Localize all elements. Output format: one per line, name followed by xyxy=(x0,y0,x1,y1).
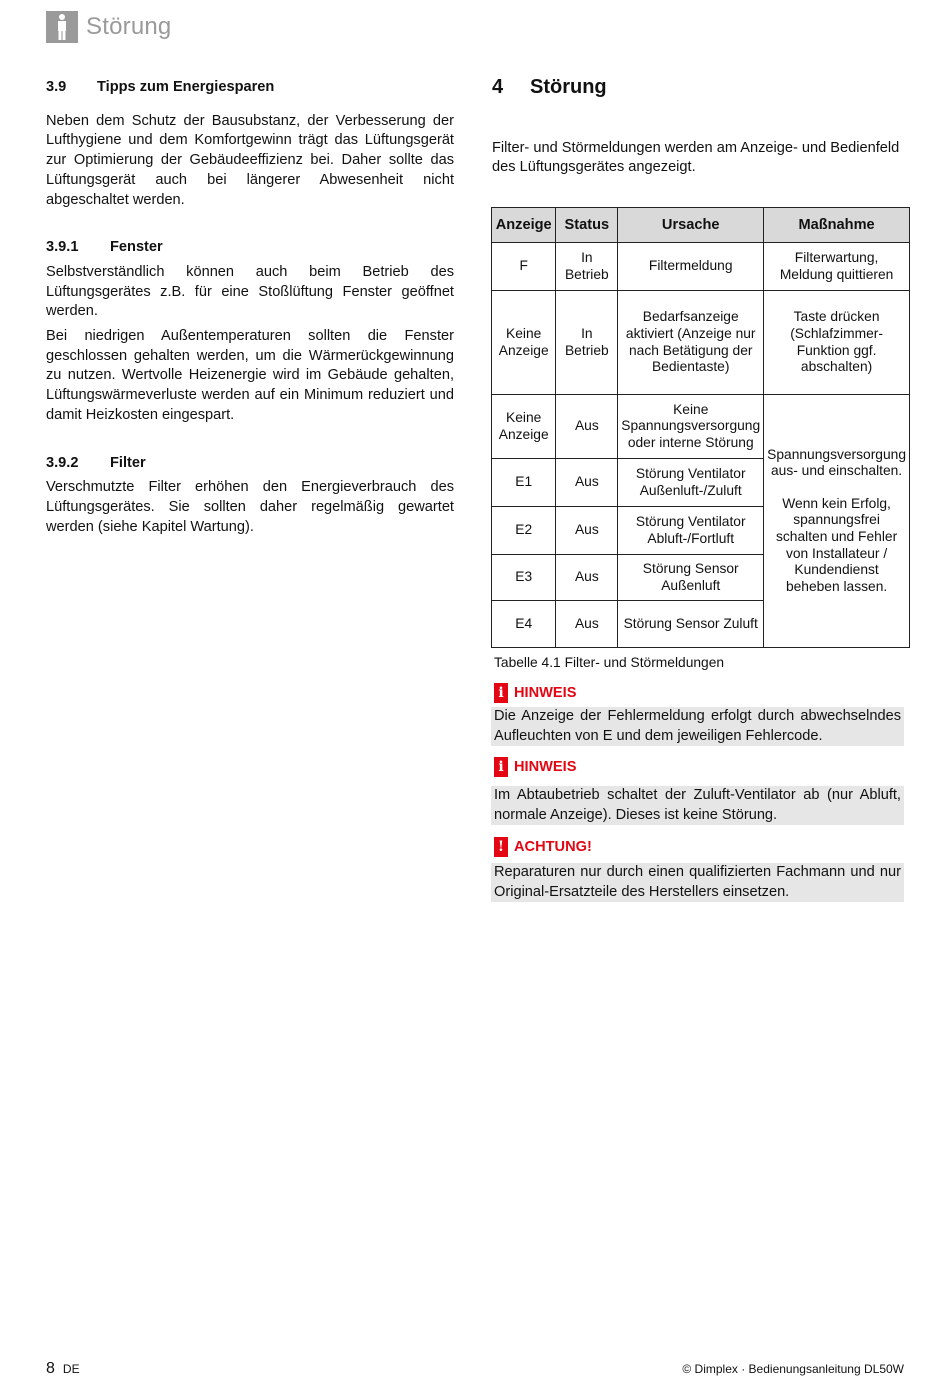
right-column xyxy=(492,78,910,178)
paragraph: Neben dem Schutz der Bausubstanz, der Verbesserung der Lufthygiene und dem Komfortgewinn trägt das Lüftungsgerät zur Optimierung der Gebäudeeffizienz bei. Daher sollte das Lüftungsgerät auch bei längerer Abwesenheit nicht abgeschaltet werden. xyxy=(46,112,454,208)
header-cell: Anzeige xyxy=(492,208,556,243)
notice-label: HINWEIS xyxy=(514,759,577,775)
notice-text: Im Abtaubetrieb schaltet der Zuluft-Ventilator ab (nur Abluft, normale Anzeige). Dieses ist keine Störung. xyxy=(491,786,904,825)
table-cell: Keine Anzeige xyxy=(492,395,556,459)
intro-paragraph: Filter- und Störmeldungen werden am Anzeige- und Bedienfeld des Lüftungsgerätes angezeigt. xyxy=(492,139,900,176)
page-number: 8 xyxy=(46,1360,55,1377)
table-cell: Bedarfsanzeige aktiviert (Anzeige nur nach Betätigung der Bedientaste) xyxy=(618,291,764,395)
table-row xyxy=(492,291,910,395)
table-caption: Tabelle 4.1 Filter- und Störmeldungen xyxy=(494,655,725,670)
paragraph: Bei niedrigen Außentemperaturen sollten die Fenster geschlossen gehalten werden, um die Wärmerückgewinnung zu nutzen. Wertvolle Heizenergie wird im Gebäude gehalten, Lüftungswärmeverluste werden auf ein Minimum reduziert und damit Heizkosten eingespart. xyxy=(46,328,454,423)
section-number: 3.9.1 xyxy=(46,239,79,256)
table-cell: Filtermeldung xyxy=(618,243,764,291)
chapter-heading xyxy=(492,78,910,98)
section-heading-3-9 xyxy=(46,78,454,98)
notice-text: Reparaturen nur durch einen qualifizierten Fachmann und nur Original-Ersatzteile des Herstellers einsetzen. xyxy=(491,863,904,902)
section-number: 3.9.2 xyxy=(46,454,79,471)
section-number: 3.9 xyxy=(46,79,67,95)
footer-page xyxy=(46,1360,80,1378)
notice-label: HINWEIS xyxy=(514,685,577,701)
table-cell: Störung Ventilator Außenluft-/Zuluft xyxy=(618,459,764,507)
measure-text-1: Spannungsversorgung aus- und einschalten. xyxy=(767,446,906,479)
table-row xyxy=(492,243,910,291)
page-header xyxy=(46,10,171,44)
left-column xyxy=(46,78,454,537)
table-cell: In Betrieb xyxy=(556,243,618,291)
notice-hinweis-2 xyxy=(491,757,904,825)
language-code: DE xyxy=(62,1362,80,1376)
table-row xyxy=(492,395,910,459)
table-cell: Filterwartung, Meldung quittieren xyxy=(764,243,910,291)
table-cell: Keine Spannungsversorgung oder interne Störung xyxy=(618,395,764,459)
table-cell: Aus xyxy=(556,507,618,555)
header-title: Störung xyxy=(86,13,172,40)
table-cell: Aus xyxy=(556,459,618,507)
notice-label: ACHTUNG! xyxy=(514,839,592,855)
footer-copyright: © Dimplex · Bedienungsanleitung DL50W xyxy=(682,1362,904,1376)
info-icon: i xyxy=(494,757,508,777)
table-cell: Aus xyxy=(556,601,618,648)
section-title: Tipps zum Energiesparen xyxy=(97,79,275,95)
table-cell: Störung Sensor Außenluft xyxy=(618,555,764,601)
table-cell: E3 xyxy=(492,555,556,601)
error-table xyxy=(491,207,910,648)
table-cell: Störung Sensor Zuluft xyxy=(618,601,764,648)
warning-icon: ! xyxy=(494,837,508,857)
table-cell: Aus xyxy=(556,555,618,601)
section-title: Filter xyxy=(110,454,146,471)
section-heading-3-9-1 xyxy=(46,238,454,258)
table-cell: Aus xyxy=(556,395,618,459)
header-cell: Maßnahme xyxy=(764,208,910,243)
section-heading-3-9-2 xyxy=(46,454,454,474)
table-cell: In Betrieb xyxy=(556,291,618,395)
table-cell: E2 xyxy=(492,507,556,555)
merged-measure-cell xyxy=(764,395,910,648)
info-icon: i xyxy=(494,683,508,703)
paragraph: Selbstverständlich können auch beim Betrieb des Lüftungsgerätes z.B. für eine Stoßlüftung Fenster geöffnet werden. xyxy=(46,263,454,320)
notice-text: Die Anzeige der Fehlermeldung erfolgt durch abwechselndes Aufleuchten von E und dem jeweiligen Fehlercode. xyxy=(491,707,904,746)
table-header-row xyxy=(492,208,910,243)
table-cell: Keine Anzeige xyxy=(492,291,556,395)
chapter-number: 4 xyxy=(492,76,504,98)
section-title: Fenster xyxy=(110,239,163,256)
header-cell: Status xyxy=(556,208,618,243)
table-cell: Taste drücken (Schlafzimmer-Funktion ggf. abschalten) xyxy=(764,291,910,395)
measure-text-2: Wenn kein Erfolg, spannungsfrei schalten und Fehler von Installateur / Kundendienst beheben lassen. xyxy=(775,495,898,594)
table-cell: F xyxy=(492,243,556,291)
person-icon xyxy=(46,11,78,43)
table-cell: Störung Ventilator Abluft-/Fortluft xyxy=(618,507,764,555)
table-cell: E1 xyxy=(492,459,556,507)
table-cell: E4 xyxy=(492,601,556,648)
paragraph: Verschmutzte Filter erhöhen den Energieverbrauch des Lüftungsgerätes. Sie sollten daher regelmäßig gewartet werden (siehe Kapitel Wartung). xyxy=(46,479,454,535)
notice-achtung xyxy=(491,837,904,902)
header-cell: Ursache xyxy=(618,208,764,243)
chapter-title: Störung xyxy=(530,76,607,98)
notice-hinweis-1 xyxy=(491,683,904,746)
